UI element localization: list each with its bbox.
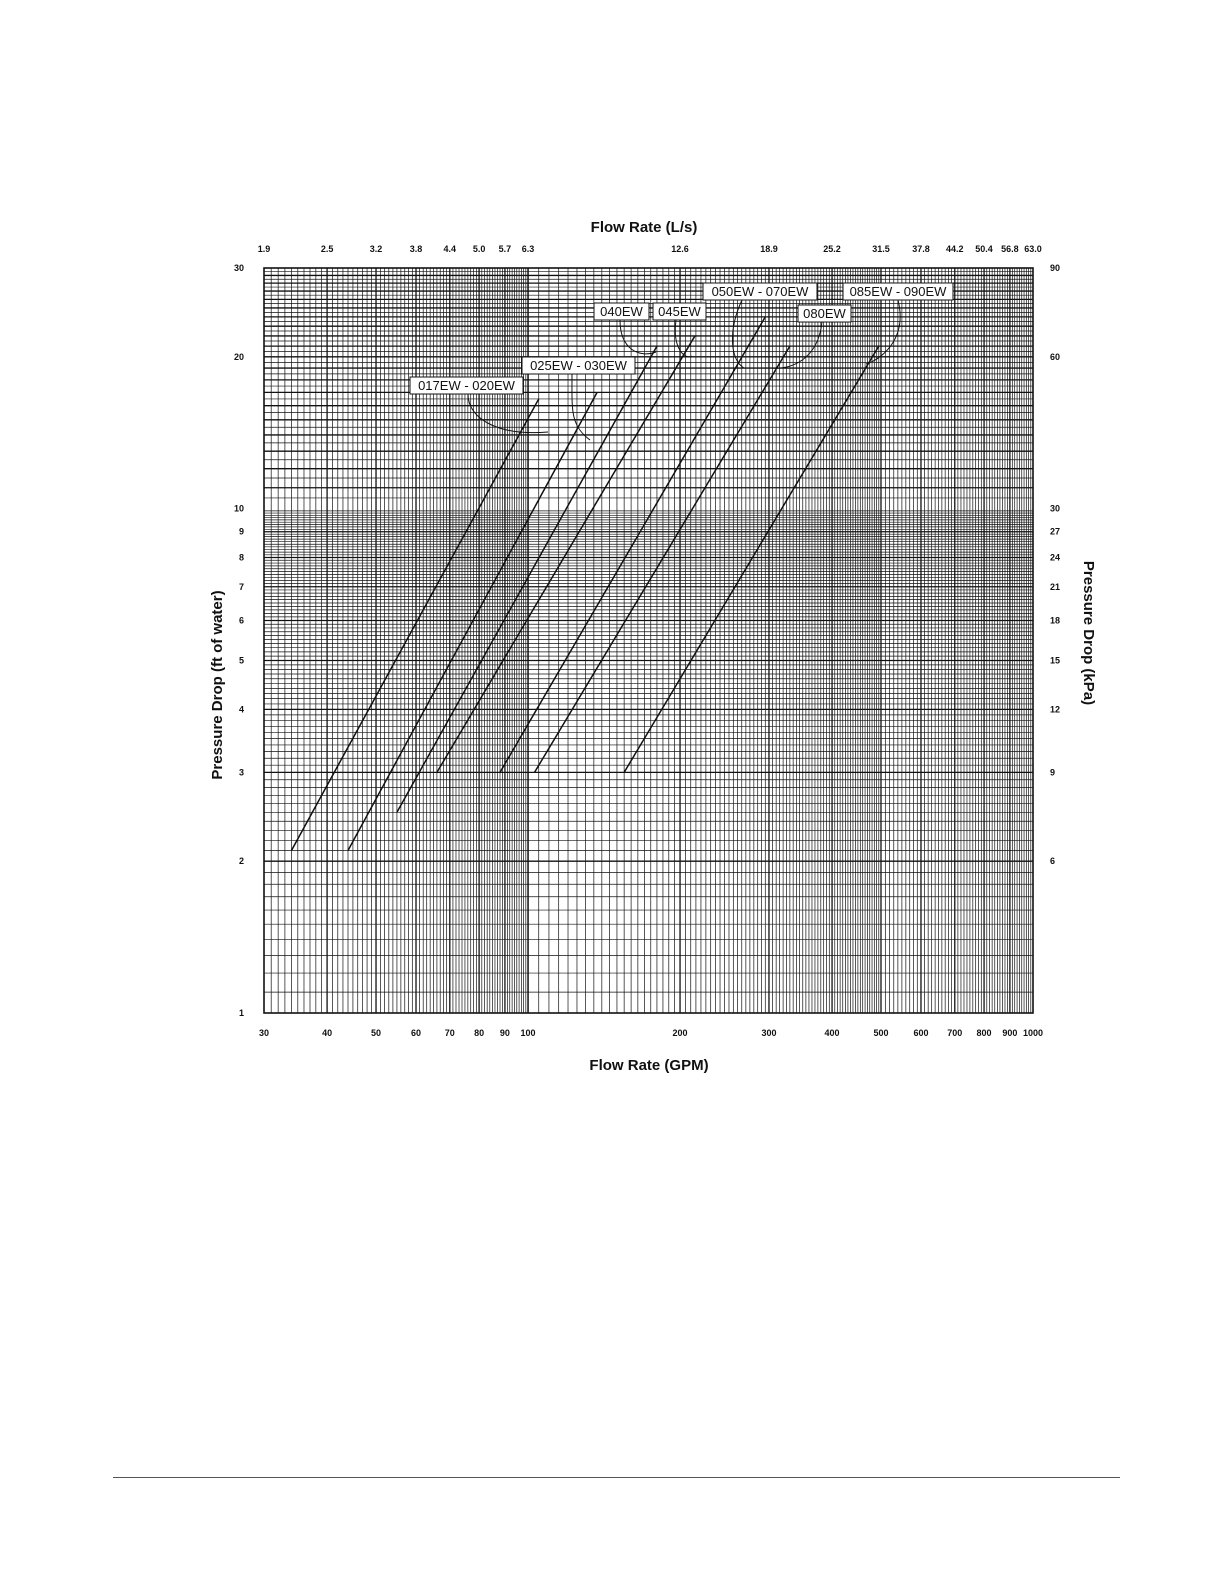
y2-tick-label: 27 [1050,526,1061,537]
x2-tick-label: 2.5 [320,244,334,254]
x-tick-label: 200 [672,1028,688,1038]
annotation-label-3: 045EW [658,304,701,319]
annotation-label-6: 085EW - 090EW [849,284,947,299]
x-tick-label: 60 [411,1028,422,1038]
x2-tick-label: 18.9 [760,244,778,254]
y-tick-label: 10 [233,503,244,514]
y-tick-label: 1 [238,1008,244,1018]
annotation-label-1: 025EW - 030EW [530,358,627,373]
y2-tick-label: 24 [1050,552,1061,563]
y-tick-label: 6 [238,615,244,626]
x2-tick-label: 5.0 [472,244,486,254]
x-tick-label: 100 [520,1028,536,1038]
footer-rule [113,1477,1120,1478]
x-tick-label: 400 [824,1028,840,1038]
x-tick-label: 600 [913,1028,929,1038]
x-tick-label: 1000 [1022,1028,1044,1038]
x2-axis-title: Flow Rate (L/s) [590,219,698,236]
x2-tick-label: 4.4 [443,244,457,254]
y-axis-title: Pressure Drop (ft of water) [209,590,226,780]
x2-tick-label: 3.8 [409,244,423,254]
x-tick-label: 50 [371,1028,382,1038]
y-tick-label: 7 [238,581,244,592]
annotation-label-2: 040EW [600,304,643,319]
x2-tick-label: 37.8 [912,244,930,254]
x2-tick-label: 1.9 [257,244,271,254]
x-axis-title: Flow Rate (GPM) [589,1057,709,1074]
x2-tick-label: 5.7 [498,244,512,254]
x2-tick-label: 25.2 [823,244,841,254]
annotation-label-0: 017EW - 020EW [418,378,515,393]
y-tick-label: 2 [238,856,244,867]
x2-tick-label: 6.3 [521,244,535,254]
x2-tick-label: 63.0 [1024,244,1042,254]
x-tick-label: 900 [1002,1028,1018,1038]
y-tick-label: 30 [233,263,244,273]
x2-tick-label: 44.2 [946,244,964,254]
y-tick-label: 5 [238,655,244,666]
annotation-label-4: 050EW - 070EW [711,284,809,299]
x-tick-label: 500 [873,1028,889,1038]
x2-tick-label: 50.4 [975,244,993,254]
y2-tick-label: 15 [1050,655,1061,666]
x-tick-label: 700 [947,1028,963,1038]
y-tick-label: 8 [238,552,244,563]
y2-tick-label: 18 [1050,615,1061,626]
x2-tick-label: 31.5 [872,244,890,254]
y2-tick-label: 90 [1050,263,1061,273]
y2-tick-label: 6 [1050,856,1056,867]
y-tick-label: 4 [238,704,244,715]
x-tick-label: 80 [474,1028,485,1038]
y-tick-label: 9 [238,526,244,537]
y2-tick-label: 21 [1050,581,1061,592]
x-tick-label: 90 [499,1028,510,1038]
x2-tick-label: 56.8 [1001,244,1019,254]
annotation-label-5: 080EW [803,306,846,321]
x-tick-label: 30 [258,1028,270,1038]
x-tick-label: 70 [444,1028,455,1038]
y2-tick-label: 9 [1050,767,1056,778]
y-tick-label: 3 [238,767,244,778]
x-tick-label: 800 [976,1028,992,1038]
x-tick-label: 300 [761,1028,777,1038]
y2-tick-label: 12 [1050,704,1061,715]
y2-tick-label: 60 [1050,351,1061,362]
x-tick-label: 40 [322,1028,333,1038]
y2-axis-title: Pressure Drop (kPa) [1080,560,1097,706]
y2-tick-label: 30 [1050,503,1061,514]
x2-tick-label: 12.6 [671,244,689,254]
y-tick-label: 20 [233,351,244,362]
x2-tick-label: 3.2 [369,244,383,254]
